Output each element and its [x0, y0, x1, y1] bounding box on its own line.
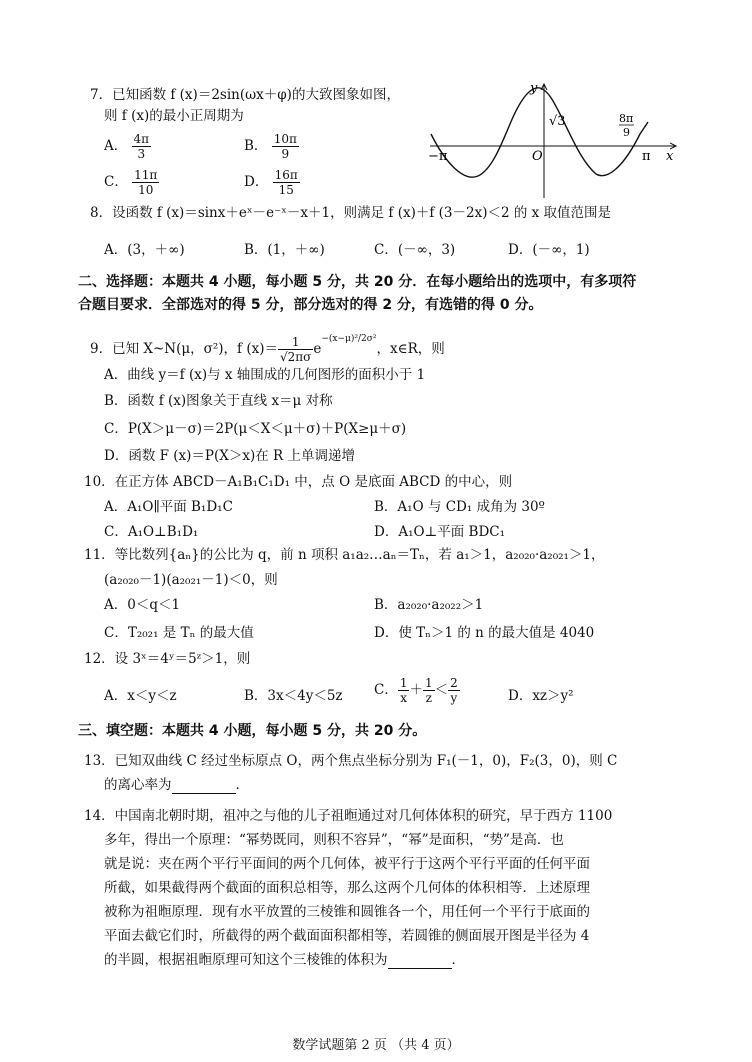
q14-line6: 平面去截它们时，所截得的两个截面面积都相等，若圆锥的侧面展开图是半径为 4 [104, 928, 590, 944]
q13-line2-end: ． [235, 777, 249, 793]
q12-option-b: B．3x＜4y＜5z [244, 688, 343, 704]
q8-option-a: A．(3，＋∞) [104, 242, 185, 258]
curve-extension [640, 122, 648, 134]
sqrt3-label: √3 [549, 114, 566, 129]
q9-option-c: C．P(X＞μ－σ)＝2P(μ＜X＜μ＋σ)＋P(X≥μ＋σ) [104, 421, 407, 437]
q10-option-a: A．A₁O∥平面 B₁D₁C [104, 499, 233, 515]
q14-line7 [104, 951, 465, 969]
q9-coef-num: 1 [278, 335, 313, 350]
q12-plus: ＋ [409, 682, 423, 698]
q7-option-c-fraction [132, 168, 159, 197]
q11-stem-line1: 11．等比数列{aₙ}的公比为 q，前 n 项积 a₁a₂…aₙ＝Tₙ，若 a₁＞1，a₂₀₂₀·a₂₀₂₁＞1， [84, 547, 605, 563]
q14-line4: 所截，如果截得两个截面的面积总相等，那么这两个几何体的体积相等．上述原理 [104, 880, 590, 896]
q10-option-b: B．A₁O 与 CD₁ 成角为 30º [374, 499, 545, 515]
q9-coefficient-fraction [278, 335, 313, 364]
q9-option-d: D．函数 F (x)＝P(X＞x)在 R 上单调递增 [104, 448, 356, 464]
q11-option-c: C．T₂₀₂₁ 是 Tₙ 的最大值 [104, 625, 254, 641]
q8-stem: 8．设函数 f (x)＝sinx＋eˣ－e⁻ˣ－x＋1，则满足 f (x)＋f (3－2x)＜2 的 x 取值范围是 [90, 205, 612, 221]
q14-line3: 就是说：夹在两个平行平面间的两个几何体，被平行于这两个平行平面的任何平面 [104, 856, 590, 872]
q7-option-b [244, 132, 299, 161]
q11-stem-line2: (a₂₀₂₀－1)(a₂₀₂₁－1)＜0，则 [104, 572, 278, 588]
origin-label: O [532, 149, 543, 164]
q8-option-d: D．(－∞，1) [508, 242, 590, 258]
q9-stem-start: 9．已知 X~N(μ，σ²)，f (x)＝ [90, 341, 278, 357]
mark-8pi-num: 8π [619, 112, 634, 125]
q10-option-c: C．A₁O⊥B₁D₁ [104, 524, 199, 540]
q12-frac-2y [448, 676, 460, 705]
q9-exp-base: e [313, 341, 322, 357]
q7-option-a-letter: A． [104, 138, 128, 154]
mark-8pi-den: 9 [623, 126, 630, 139]
q7-option-a-fraction [132, 132, 152, 161]
q7-option-c-letter: C． [104, 174, 128, 190]
q14-line7-text: 的半圆，根据祖暅原理可知这个三棱锥的体积为 [104, 952, 388, 968]
q13-line2 [104, 776, 249, 794]
q12-option-a: A．x＜y＜z [104, 688, 177, 704]
q12-frac-1x-den: x [400, 691, 408, 705]
q7-option-d [244, 168, 300, 197]
q13-answer-blank[interactable] [172, 779, 236, 794]
neg-pi-label: −π [428, 149, 448, 164]
q9-option-a: A．曲线 y＝f (x)与 x 轴围成的几何图形的面积小于 1 [104, 367, 426, 383]
x-axis-label: x [666, 149, 674, 164]
q12-frac-2y-den: y [450, 691, 458, 705]
q7-option-d-num: 16π [274, 168, 298, 182]
q12-stem: 12．设 3ˣ＝4ʸ＝5ᶻ＞1，则 [84, 651, 251, 667]
q7-option-b-letter: B． [244, 138, 268, 154]
q7-option-a-den: 3 [137, 147, 146, 161]
q10-option-d: D．A₁O⊥平面 BDC₁ [374, 524, 506, 540]
q10-stem: 10．在正方体 ABCD－A₁B₁C₁D₁ 中，点 O 是底面 ABCD 的中心，则 [84, 474, 513, 490]
q14-line5: 被称为祖暅原理．现有水平放置的三棱锥和圆锥各一个，用任何一个平行于底面的 [104, 904, 590, 920]
q14-line2: 多年，得出一个原理：“幂势既同，则积不容异”，“幂”是面积，“势”是高．也 [104, 832, 564, 848]
q7-sine-graph [426, 78, 682, 202]
q7-option-d-den: 15 [278, 183, 294, 197]
q7-stem-line2: 则 f (x)的最小正周期为 [104, 108, 244, 124]
q7-option-a-num: 4π [133, 132, 150, 146]
section2-heading-line1: 二、选择题：本题共 4 小题，每小题 5 分，共 20 分．在每小题给出的选项中，有多项符 [78, 274, 637, 290]
q7-option-b-den: 9 [281, 147, 290, 161]
q8-option-c: C．(－∞，3) [374, 242, 456, 258]
q7-option-a [104, 132, 151, 161]
pi-label: π [642, 149, 651, 164]
q7-option-d-letter: D． [244, 174, 269, 190]
q13-line2-text: 的离心率为 [104, 777, 172, 793]
q12-frac-2y-num: 2 [450, 676, 458, 690]
q14-answer-blank[interactable] [388, 954, 452, 969]
section3-heading: 三、填空题：本题共 4 小题，每小题 5 分，共 20 分。 [78, 723, 427, 739]
q7-option-c-den: 10 [138, 183, 154, 197]
q11-option-d: D．使 Tₙ＞1 的 n 的最大值是 4040 [374, 625, 595, 641]
q12-option-c-letter: C． [374, 682, 398, 698]
section2-heading-line2: 合题目要求．全部选对的得 5 分，部分选对的得 2 分，有选错的得 0 分。 [78, 297, 543, 313]
q12-frac-1z-num: 1 [424, 676, 433, 690]
q12-option-d: D．xz＞y² [508, 688, 574, 704]
q9-exponent: −(x−μ)²/2σ² [321, 334, 377, 344]
q7-option-b-num: 10π [273, 132, 297, 146]
q7-option-b-fraction [272, 132, 299, 161]
q12-option-c [374, 676, 460, 705]
q12-frac-1x [398, 676, 410, 705]
q12-frac-1x-num: 1 [399, 676, 408, 690]
q7-option-c-num: 11π [134, 168, 158, 182]
y-axis-label: y [530, 81, 538, 96]
q7-option-c [104, 168, 159, 197]
q14-line1: 14．中国南北朝时期，祖冲之与他的儿子祖暅通过对几何体体积的研究，早于西方 1100 [84, 808, 613, 824]
q11-option-a: A．0＜q＜1 [104, 597, 181, 613]
q8-option-b: B．(1，＋∞) [244, 242, 325, 258]
q14-line7-end: ． [451, 952, 465, 968]
q9-option-b: B．函数 f (x)图象关于直线 x＝μ 对称 [104, 393, 333, 409]
q12-less-than: ＜ [434, 682, 449, 698]
q12-frac-1z-den: z [425, 691, 432, 705]
q7-option-d-fraction [273, 168, 300, 197]
q9-stem [90, 330, 445, 364]
page-footer: 数学试题第 2 页 （共 4 页） [292, 1038, 460, 1053]
q9-stem-end: ，x∈R，则 [376, 341, 445, 357]
q9-coef-den: √2πσ [280, 350, 312, 364]
q12-frac-1z [423, 676, 435, 705]
q7-stem-line1: 7．已知函数 f (x)＝2sin(ωx＋φ)的大致图象如图， [90, 87, 400, 103]
q11-option-b: B．a₂₀₂₀·a₂₀₂₂＞1 [374, 597, 484, 613]
q13-line1: 13．已知双曲线 C 经过坐标原点 O，两个焦点坐标分别为 F₁(－1，0)，F₂(3，0)，则 C [84, 753, 618, 769]
